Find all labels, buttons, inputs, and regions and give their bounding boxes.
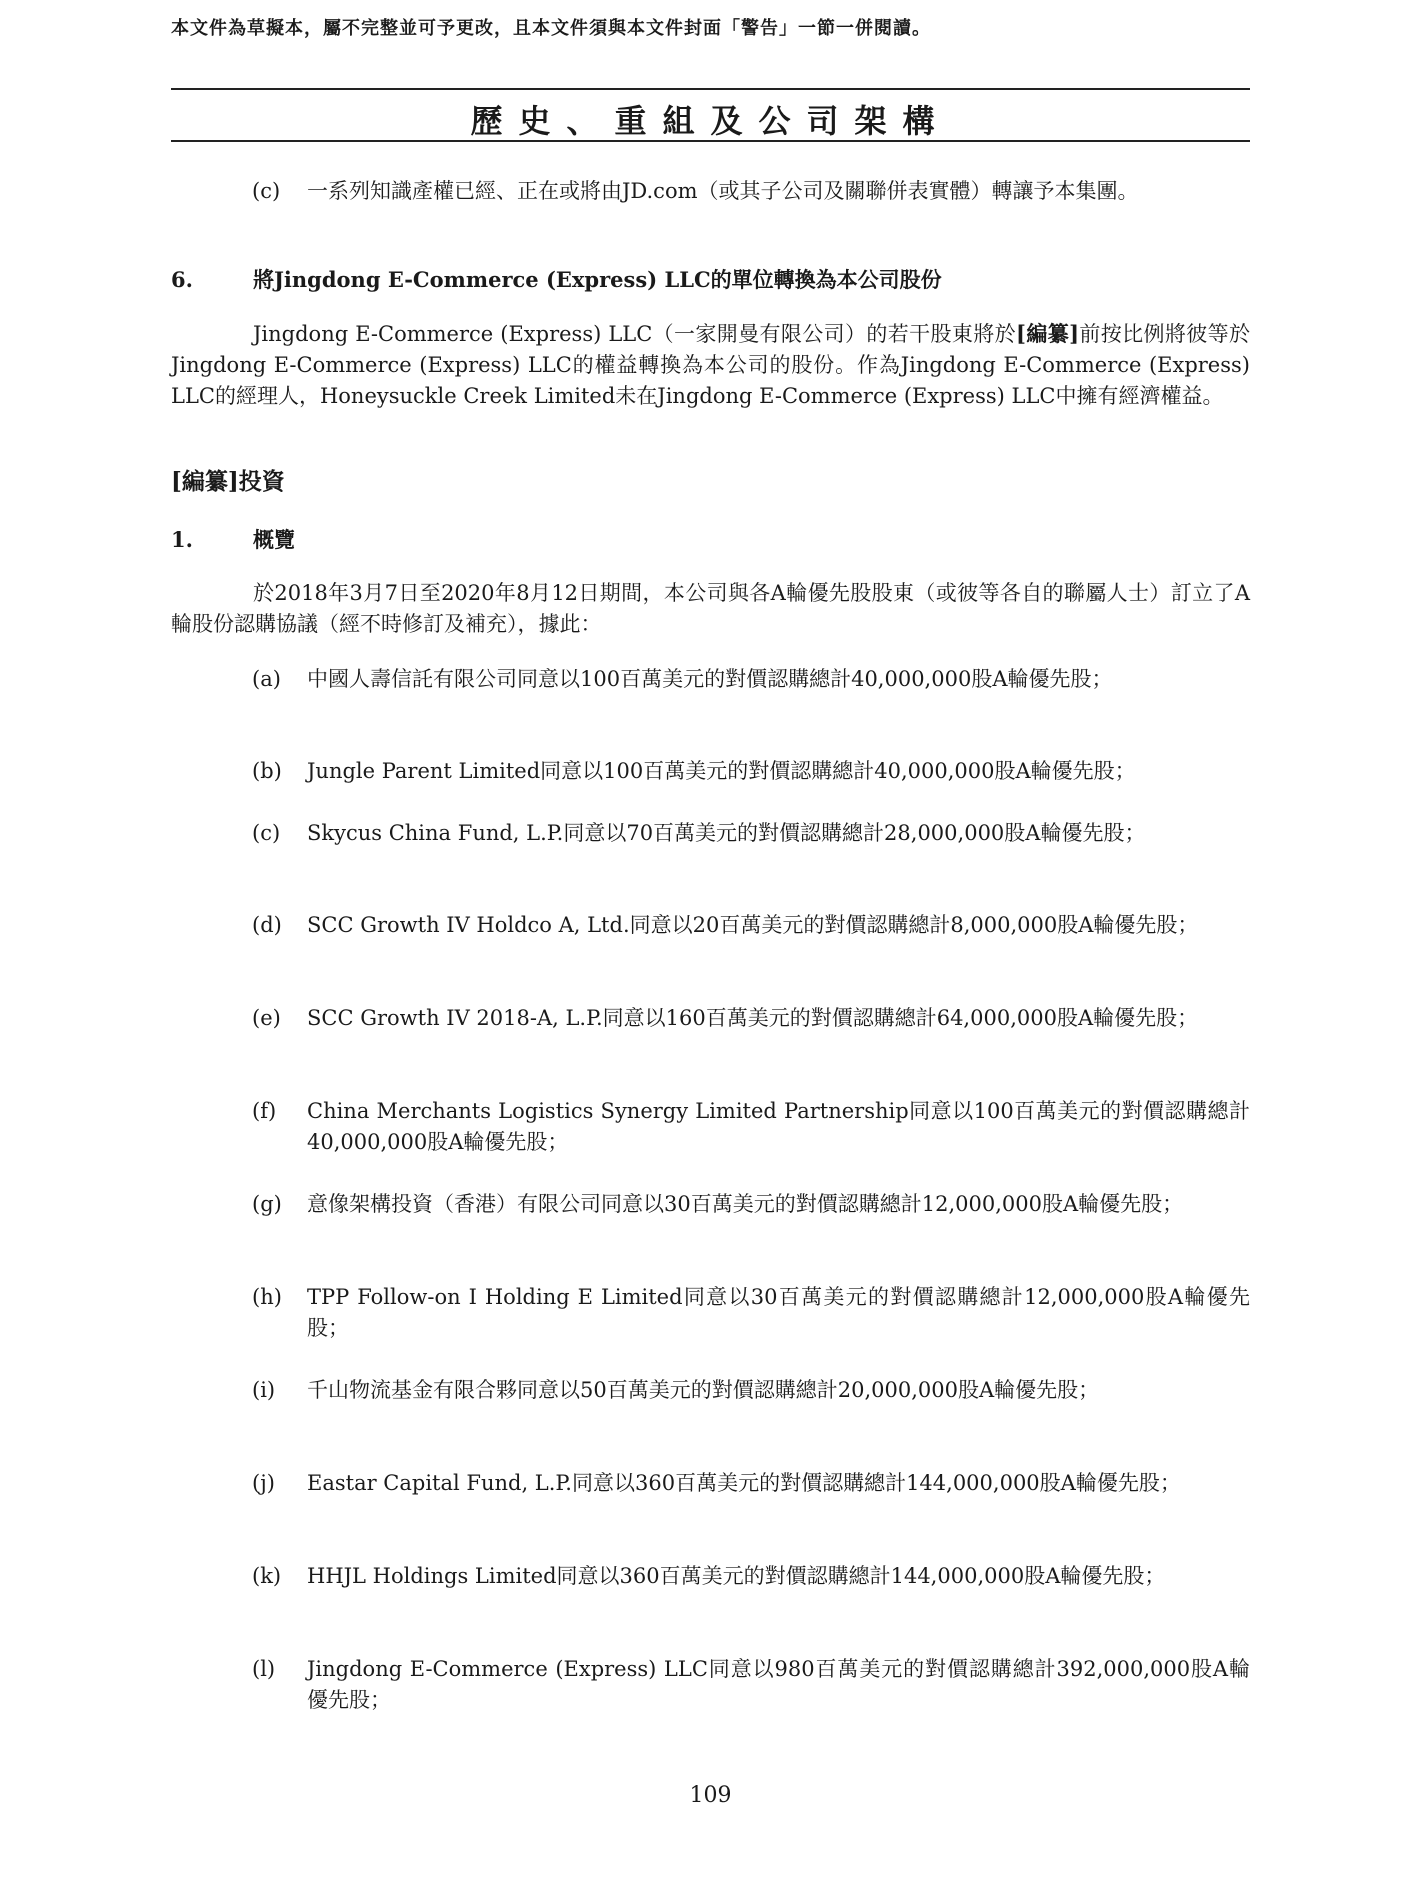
list-item-text: SCC Growth IV Holdco A, Ltd.同意以20百萬美元的對價認購總計8,000,000股A輪優先股； [307, 913, 1199, 937]
list-item-text: Jungle Parent Limited同意以100百萬美元的對價認購總計40,000,000股A輪優先股； [307, 759, 1136, 783]
section-6-heading [171, 264, 942, 295]
list-item-text: 千山物流基金有限合夥同意以50百萬美元的對價認購總計20,000,000股A輪優先股； [307, 1378, 1100, 1402]
overview-paragraph: 於2018年3月7日至2020年8月12日期間，本公司與各A輪優先股股東（或彼等各自的聯屬人士）訂立了A輪股份認購協議（經不時修訂及補充），據此： [171, 581, 1250, 636]
page-number: 109 [689, 1783, 732, 1808]
list-item [252, 1375, 1250, 1406]
list-item-label: (f) [252, 1099, 277, 1123]
list-item-text: TPP Follow-on I Holding E Limited同意以30百萬美元的對價認購總計12,000,000股A輪優先股； [307, 1285, 1250, 1340]
list-item-text: China Merchants Logistics Synergy Limited Partnership同意以100百萬美元的對價認購總計40,000,000股A輪優先股； [307, 1099, 1250, 1154]
list-item [252, 910, 1250, 941]
list-item-text: 中國人壽信託有限公司同意以100百萬美元的對價認購總計40,000,000股A輪優先股； [307, 667, 1113, 691]
list-item-text: Eastar Capital Fund, L.P.同意以360百萬美元的對價認購總計144,000,000股A輪優先股； [307, 1471, 1181, 1495]
list-item-label: (c) [252, 179, 281, 203]
list-item-label: (e) [252, 1006, 281, 1030]
paragraph-text-part-2: 前按比例將彼等於Jingdong E-Commerce (Express) LLC的權益轉換為本公司的股份。作為Jingdong E-Commerce (Express) LLC的經理人，Honeysuckle Creek Limited未在Jingdong E-Commerce (Express) LLC中擁有經濟權益。 [171, 322, 1251, 408]
draft-warning: 本文件為草擬本，屬不完整並可予更改，且本文件須與本文件封面「警告」一節一併閱讀。 [171, 18, 931, 39]
section-6-paragraph [171, 318, 1250, 412]
list-item-label: (l) [252, 1657, 276, 1681]
list-item [252, 1561, 1250, 1592]
list-item-text: Skycus China Fund, L.P.同意以70百萬美元的對價認購總計28,000,000股A輪優先股； [307, 821, 1146, 845]
overview-heading [171, 524, 295, 555]
list-item-label: (j) [252, 1471, 275, 1495]
section-number: 6. [171, 267, 193, 292]
list-item [252, 1282, 1250, 1344]
list-item-label: (c) [252, 821, 281, 845]
list-item-label: (a) [252, 667, 281, 691]
section-number: 1. [171, 527, 193, 552]
redacted-marker: [編纂] [1016, 321, 1080, 346]
paragraph-text-part-1: Jingdong E-Commerce (Express) LLC（一家開曼有限公司）的若干股東將於 [253, 322, 1017, 346]
list-item [252, 664, 1250, 695]
list-item-label: (h) [252, 1285, 282, 1309]
list-item-label: (b) [252, 759, 282, 783]
investment-heading: [編纂]投資 [171, 468, 285, 495]
list-item-text: 意像架構投資（香港）有限公司同意以30百萬美元的對價認購總計12,000,000股A輪優先股； [307, 1192, 1184, 1216]
header-rule-bottom [171, 140, 1250, 142]
list-item-text: 一系列知識產權已經、正在或將由JD.com（或其子公司及關聯併表實體）轉讓予本集團。 [307, 179, 1139, 203]
list-item-label: (i) [252, 1378, 276, 1402]
list-item-text: SCC Growth IV 2018-A, L.P.同意以160百萬美元的對價認購總計64,000,000股A輪優先股； [307, 1006, 1199, 1030]
list-item-ip-transfer [252, 176, 1250, 207]
list-item-label: (k) [252, 1564, 282, 1588]
list-item [252, 756, 1250, 787]
list-item [252, 1003, 1250, 1034]
list-item-text: Jingdong E-Commerce (Express) LLC同意以980百萬美元的對價認購總計392,000,000股A輪優先股； [307, 1657, 1250, 1712]
header-rule-top [171, 88, 1250, 90]
section-title: 概覽 [253, 527, 295, 552]
list-item [252, 1468, 1250, 1499]
list-item-label: (g) [252, 1192, 282, 1216]
chapter-title: 歷史、重組及公司架構 [470, 102, 951, 140]
list-item-label: (d) [252, 913, 282, 937]
list-item [252, 1096, 1250, 1158]
list-item [252, 1189, 1250, 1220]
list-item-text: HHJL Holdings Limited同意以360百萬美元的對價認購總計144,000,000股A輪優先股； [307, 1564, 1166, 1588]
list-item [252, 818, 1250, 849]
section-title: 將Jingdong E-Commerce (Express) LLC的單位轉換為本公司股份 [253, 267, 942, 292]
list-item [252, 1654, 1250, 1716]
